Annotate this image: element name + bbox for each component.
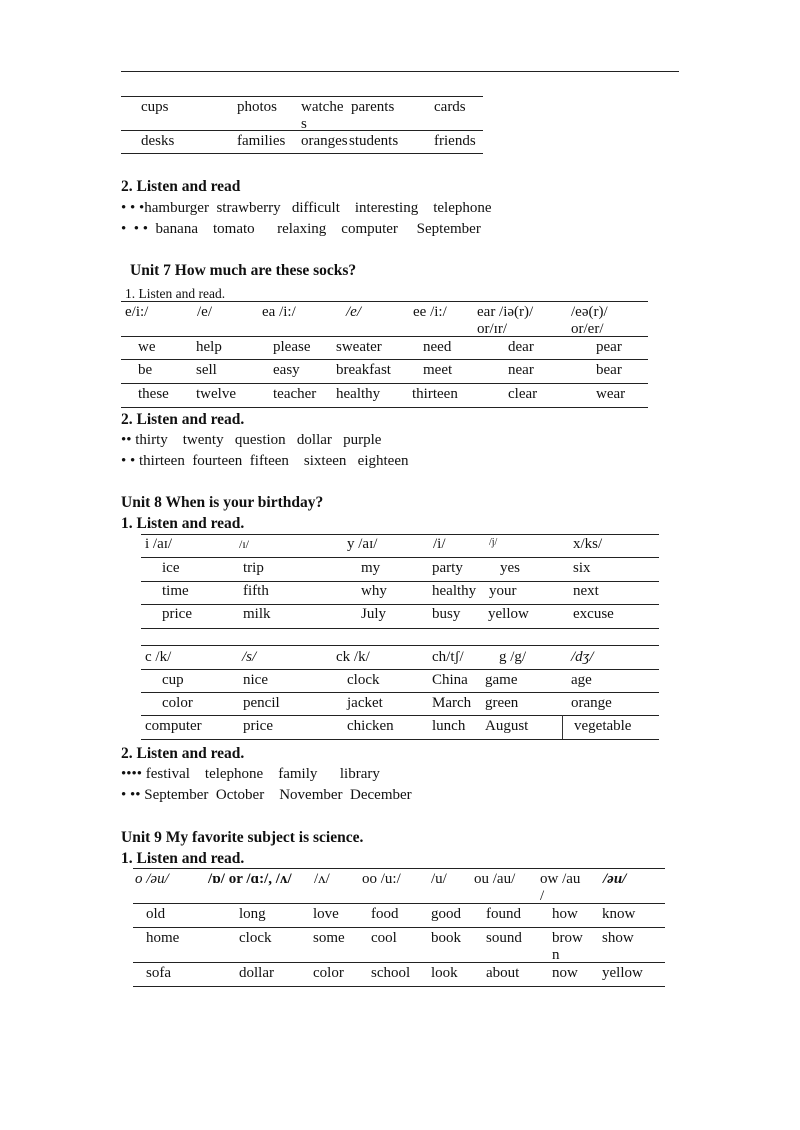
table-cell: help [196,339,222,355]
table-header: /ɪ/ [239,537,250,551]
word-line: • •• September October November December [121,787,412,803]
table-cell: next [573,583,599,599]
table-header: x/ks/ [573,536,603,552]
unit8-title: Unit 8 When is your birthday? [121,494,324,511]
table-cell: clock [239,930,272,946]
table-header: ck /k/ [336,649,370,665]
table-header: e/i:/ [125,304,149,320]
table-cell: cups [141,99,169,115]
table-header: g /g/ [499,649,527,665]
table-cell: teacher [273,386,317,402]
table-cell: why [361,583,387,599]
table-header: /i/ [433,536,446,552]
table-cell: friends [434,133,476,149]
word-line: •• thirty twenty question dollar purple [121,432,382,448]
section-heading: 2. Listen and read. [121,745,245,762]
table-cell: meet [423,362,453,378]
table-cell: cup [162,672,184,688]
table-header: oo /u:/ [362,871,401,887]
table-cell: yellow [602,965,643,981]
table-cell: brow n [552,930,583,963]
table-cell: August [485,718,529,734]
table-cell: price [243,718,273,734]
table-cell: July [361,606,387,622]
table-header: ee /i:/ [413,304,447,320]
table-header: /ɒ/ or /ɑ:/, /ʌ/ [208,871,292,887]
table-cell: home [146,930,180,946]
table-cell: busy [432,606,461,622]
unit9-title: Unit 9 My favorite subject is science. [121,829,364,846]
table-header: /eə(r)/ or/er/ [571,304,608,337]
table-cell: pencil [243,695,280,711]
table-cell: found [486,906,521,922]
table-header: /j/ [489,537,498,548]
table-header: ow /au / [540,871,581,904]
table-cell: sell [196,362,217,378]
table-header: ou /au/ [474,871,516,887]
table-cell: China [432,672,468,688]
table-cell: about [486,965,520,981]
table-cell: we [138,339,156,355]
table-cell: cool [371,930,397,946]
table-cell: vegetable [574,718,632,734]
word-line: • • thirteen fourteen fifteen sixteen eighteen [121,453,409,469]
table-cell: my [361,560,381,576]
table-cell: your [489,583,517,599]
table-cell: clock [347,672,380,688]
table-cell: students [349,133,399,149]
page-top-rule [121,71,679,72]
section-heading: 2. Listen and read. [121,411,245,428]
table-cell: March [432,695,472,711]
table-cell: pear [596,339,622,355]
table-cell: these [138,386,169,402]
unit8-subheading: 1. Listen and read. [121,515,245,532]
table-cell: long [239,906,266,922]
table-cell: six [573,560,591,576]
table-header: o /əu/ [135,871,169,887]
table-header: ch/tʃ/ [432,649,464,665]
table-cell: be [138,362,153,378]
table-cell: ice [162,560,180,576]
table-cell: trip [243,560,264,576]
table-cell: bear [596,362,622,378]
unit8-table-1 [141,534,659,630]
table-cell: yes [500,560,520,576]
word-line: •••• festival telephone family library [121,766,380,782]
table-cell: thirteen [412,386,458,402]
table-cell: color [313,965,344,981]
table-header: ea /i:/ [262,304,296,320]
table-cell: cards [434,99,466,115]
table-cell: price [162,606,192,622]
table-header: ear /iə(r)/ or/ɪr/ [477,304,534,337]
table-cell: watche s [301,99,344,132]
word-line: • • •hamburger strawberry difficult interesting telephone [121,200,492,216]
table-cell: excuse [573,606,614,622]
table-header: /u/ [431,871,447,887]
table-cell: some [313,930,345,946]
table-cell: parents [351,99,395,115]
table-cell: yellow [488,606,529,622]
table-cell: need [423,339,452,355]
table-header: /dʒ/ [571,649,594,665]
table-cell: chicken [347,718,394,734]
table-cell: nice [243,672,268,688]
section-heading: 2. Listen and read [121,178,241,195]
table-header: /əu/ [603,871,627,887]
table-cell: please [273,339,311,355]
table-cell: dollar [239,965,274,981]
table-cell: party [432,560,463,576]
plural-table [121,96,483,156]
table-cell: love [313,906,339,922]
table-cell: age [571,672,592,688]
table-cell: orange [571,695,612,711]
unit9-table [133,868,665,989]
table-cell: old [146,906,166,922]
table-cell: dear [508,339,534,355]
table-cell: easy [273,362,300,378]
table-cell: now [552,965,578,981]
table-cell: school [371,965,411,981]
unit9-subheading: 1. Listen and read. [121,850,245,867]
table-cell: healthy [432,583,477,599]
table-header: /s/ [242,649,257,665]
table-cell: oranges [301,133,348,149]
table-cell: sweater [336,339,382,355]
table-cell: fifth [243,583,269,599]
table-cell: milk [243,606,271,622]
table-cell: look [431,965,458,981]
table-header: /ʌ/ [314,871,330,887]
table-cell: know [602,906,636,922]
table-cell: clear [508,386,538,402]
table-cell: healthy [336,386,381,402]
table-cell: sound [486,930,522,946]
table-header: /e/ [197,304,212,320]
table-cell: desks [141,133,175,149]
table-cell: computer [145,718,202,734]
table-cell: game [485,672,518,688]
unit7-title: Unit 7 How much are these socks? [130,262,357,279]
table-cell: wear [596,386,626,402]
table-cell: twelve [196,386,236,402]
table-cell: breakfast [336,362,391,378]
table-cell: color [162,695,193,711]
unit7-table [121,301,648,409]
table-header: i /aɪ/ [145,536,173,552]
table-cell: families [237,133,286,149]
table-cell: sofa [146,965,171,981]
table-header: c /k/ [145,649,172,665]
table-cell: good [431,906,461,922]
table-cell: book [431,930,461,946]
table-cell: show [602,930,634,946]
table-cell: how [552,906,578,922]
table-cell: food [371,906,399,922]
unit8-table-2 [141,645,659,741]
table-cell: near [508,362,534,378]
unit7-subheading: 1. Listen and read. [125,286,226,301]
word-line: • • • banana tomato relaxing computer September [121,221,481,237]
table-cell: time [162,583,189,599]
table-header: y /aɪ/ [347,536,378,552]
table-cell: photos [237,99,278,115]
table-header: /e/ [346,304,361,320]
table-cell: green [485,695,519,711]
table-cell: jacket [347,695,383,711]
table-cell: lunch [432,718,466,734]
